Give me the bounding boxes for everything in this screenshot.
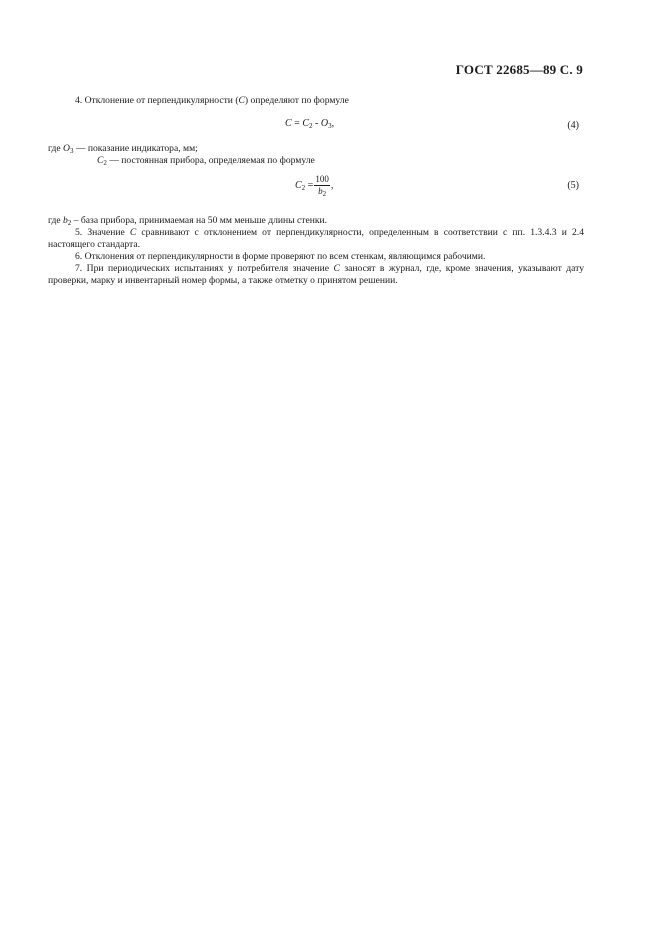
where-1-sub: 3 xyxy=(69,147,74,155)
where-3-var: b xyxy=(63,215,68,226)
formula-4-tail: , xyxy=(331,118,335,129)
formula-5-lhs-sub: 2 xyxy=(301,183,306,192)
where-1-text: — показание индикатора, мм; xyxy=(73,143,198,154)
item-7-text-end: заносят в журнал, где, кроме значения, указывают дату проверки, марку и инвентарный номер формы, а также отметку о принятом решении. xyxy=(48,263,585,287)
item-5-text: 5. Значение xyxy=(75,227,130,238)
where-1-var: О xyxy=(63,143,70,154)
formula-4-c-sub: 2 xyxy=(308,122,313,130)
item-7-text: 7. При периодических испытаниях у потребителя значение xyxy=(75,263,334,274)
where-1-prefix: где xyxy=(48,143,63,154)
formula-4-o: О xyxy=(320,118,329,129)
where-line-2 xyxy=(97,155,584,167)
formula-5-tail: , xyxy=(330,179,334,191)
paragraph-item-6: 6. Отклонения от перпендикулярности в форме проверяют по всем стенкам, являющимся рабочими. xyxy=(75,251,486,262)
where-2-text: — постоянная прибора, определяемая по формуле xyxy=(106,155,315,166)
variable-c: С xyxy=(238,95,245,106)
where-3-text: – база прибора, принимаемая на 50 мм меньше длины стенки. xyxy=(71,215,328,226)
formula-5-eq: = xyxy=(305,179,314,191)
paragraph-item-7 xyxy=(48,263,584,288)
fraction-den-sub: 2 xyxy=(322,190,327,198)
formula-4 xyxy=(285,118,334,129)
fraction-denominator xyxy=(314,186,330,197)
paragraph-item-5 xyxy=(48,227,584,252)
formula-4-o-sub: 3 xyxy=(328,122,332,130)
page-header: ГОСТ 22685—89 С. 9 xyxy=(455,62,583,77)
equation-number-4: (4) xyxy=(567,120,579,131)
item-4-text-end: ) определяют по формуле xyxy=(244,95,349,106)
formula-5-fraction xyxy=(314,174,330,197)
paragraph-item-4 xyxy=(48,95,584,107)
formula-4-eq: = xyxy=(291,118,303,129)
where-3-sub: 2 xyxy=(67,219,72,227)
item-7-var: С xyxy=(333,263,340,274)
formula-5-lhs: С xyxy=(295,179,302,191)
item-5-text-end: сравнивают с отклонением от перпендикулярности, определенным в соответствии с пп. 1.3.4.3 и 2.4 настоящего стандарта. xyxy=(48,227,584,251)
where-2-sub: 2 xyxy=(103,159,107,167)
formula-4-c: С xyxy=(302,118,309,129)
where-line-3 xyxy=(48,215,584,227)
equation-number-5: (5) xyxy=(567,180,579,191)
item-5-var: С xyxy=(129,227,137,238)
where-2-var: С xyxy=(97,155,104,166)
formula-4-minus: - xyxy=(312,118,321,129)
fraction-den-var: b xyxy=(318,186,323,196)
fraction-numerator: 100 xyxy=(315,174,329,184)
formula-4-lhs: С xyxy=(285,118,292,129)
formula-5 xyxy=(295,174,333,197)
where-3-prefix: где xyxy=(48,215,63,226)
where-line-1 xyxy=(48,143,584,155)
item-4-text: 4. Отклонение от перпендикулярности ( xyxy=(75,95,239,106)
